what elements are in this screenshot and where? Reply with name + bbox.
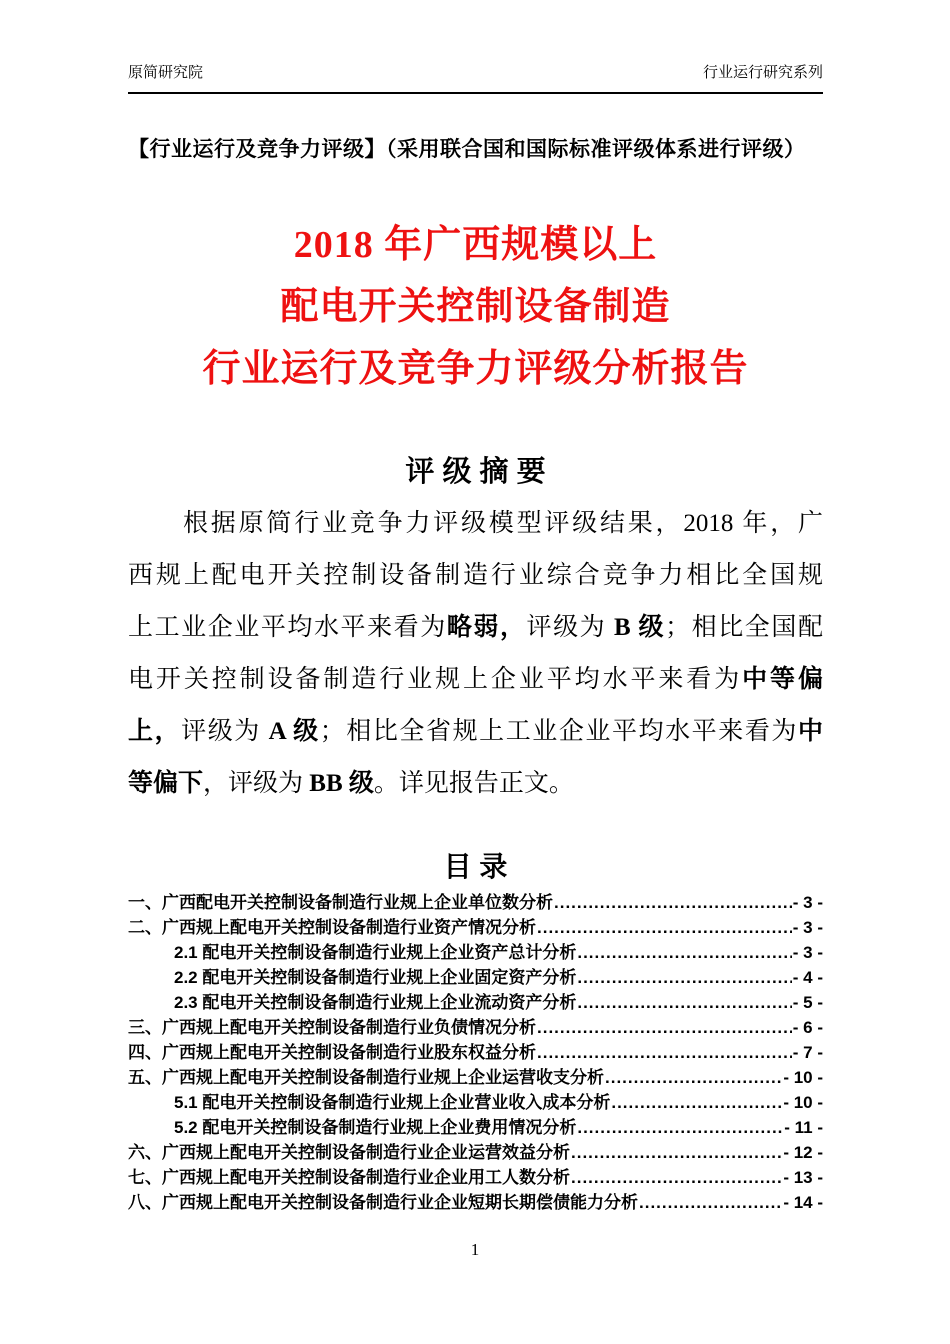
summary-text: 西规上配电开关控制设备制造行业综合竞争力相比全国规 [128, 562, 823, 589]
toc-entry-page-number: - 3 - [792, 918, 823, 937]
toc-dot-leader [577, 1115, 783, 1140]
toc-dot-leader [577, 965, 791, 990]
toc-entry [128, 1090, 823, 1115]
toc-dot-leader [571, 1140, 782, 1165]
toc-entry [128, 1115, 823, 1140]
summary-bold-text: 上， [128, 718, 182, 745]
toc-entry-page-number: - 13 - [783, 1168, 823, 1187]
summary-line-6 [128, 758, 823, 810]
toc-dot-leader [554, 890, 792, 915]
summary-text: 电开关控制设备制造行业规上企业平均水平来看为 [128, 666, 743, 693]
toc-entry-label: 三、广西规上配电开关控制设备制造行业负债情况分析 [128, 1018, 536, 1037]
summary-heading: 评 级 摘 要 [405, 456, 546, 488]
summary-bold-text: 中 [797, 718, 823, 745]
toc-entry-page-number: - 3 - [792, 893, 823, 912]
toc-entry-label: 六、广西规上配电开关控制设备制造行业企业运营效益分析 [128, 1143, 570, 1162]
toc-entry-label: 七、广西规上配电开关控制设备制造行业企业用工人数分析 [128, 1168, 570, 1187]
summary-bold-text: B 级 [614, 614, 666, 641]
toc-entry [128, 1190, 823, 1215]
summary-text: 评级为 [181, 718, 269, 745]
toc-entry-page-number: - 10 - [783, 1093, 823, 1112]
summary-bold-text: BB 级 [309, 770, 374, 797]
summary-line-5 [128, 706, 823, 758]
toc-entry [128, 890, 823, 915]
toc-entry [128, 990, 823, 1015]
summary-line-4 [128, 654, 823, 706]
summary-text: ；相比全国配 [665, 614, 823, 641]
summary-bold-text: 中等偏 [742, 666, 823, 693]
page-header [128, 62, 823, 94]
report-title-line-2: 配电开关控制设备制造 [280, 286, 671, 328]
summary-text: ，评级为 [203, 770, 310, 797]
toc-entry-label: 二、广西规上配电开关控制设备制造行业资产情况分析 [128, 918, 536, 937]
summary-text: 。详见报告正文。 [373, 770, 574, 797]
summary-text: ；相比全省规上工业企业平均水平来看为 [319, 718, 798, 745]
toc-entry-label: 2.2 配电开关控制设备制造行业规上企业固定资产分析 [174, 968, 577, 987]
toc-entry [128, 940, 823, 965]
toc-entry-page-number: - 14 - [783, 1193, 823, 1212]
toc-entry-page-number: - 10 - [783, 1068, 823, 1087]
toc-entry-page-number: - 6 - [792, 1018, 823, 1037]
toc-dot-leader [577, 990, 791, 1015]
toc-entry [128, 965, 823, 990]
toc-entry-label: 5.2 配电开关控制设备制造行业规上企业费用情况分析 [174, 1118, 577, 1137]
toc-dot-leader [571, 1165, 782, 1190]
summary-paragraph [128, 498, 823, 810]
page-number: 1 [470, 1240, 480, 1259]
toc-dot-leader [537, 1040, 792, 1065]
toc-entry [128, 1065, 823, 1090]
summary-bold-text: 略弱， [446, 614, 527, 641]
summary-bold-text: 等偏下 [128, 770, 204, 797]
toc-entry-page-number: - 11 - [784, 1118, 823, 1137]
summary-line-1 [128, 498, 823, 550]
toc-dot-leader [605, 1065, 782, 1090]
report-title [128, 214, 823, 400]
toc-dot-leader [577, 940, 791, 965]
toc-entry-page-number: - 7 - [792, 1043, 823, 1062]
toc-entry-label: 八、广西规上配电开关控制设备制造行业企业短期长期偿债能力分析 [128, 1193, 638, 1212]
toc-entry-label: 一、广西配电开关控制设备制造行业规上企业单位数分析 [128, 893, 553, 912]
toc-list [128, 890, 823, 1215]
rating-tagline: 【行业运行及竞争力评级】（采用联合国和国际标准评级体系进行评级） [128, 138, 806, 161]
toc-entry-label: 五、广西规上配电开关控制设备制造行业规上企业运营收支分析 [128, 1068, 604, 1087]
summary-text: 上工业企业平均水平来看为 [128, 614, 447, 641]
toc-dot-leader [611, 1090, 782, 1115]
header-right-text: 行业运行研究系列 [702, 64, 823, 81]
toc-entry [128, 1165, 823, 1190]
summary-text: 评级为 [526, 614, 615, 641]
toc-entry [128, 1040, 823, 1065]
toc-heading: 目 录 [443, 851, 508, 882]
toc-entry [128, 1015, 823, 1040]
toc-entry-page-number: - 4 - [792, 968, 823, 987]
toc-entry-label: 5.1 配电开关控制设备制造行业规上企业营业收入成本分析 [174, 1093, 611, 1112]
toc-entry-page-number: - 12 - [783, 1143, 823, 1162]
header-left-text: 原简研究院 [128, 64, 204, 81]
toc-dot-leader [537, 915, 792, 940]
summary-line-3 [128, 602, 823, 654]
report-title-line-1: 2018 年广西规模以上 [293, 224, 658, 266]
toc-dot-leader [537, 1015, 792, 1040]
report-title-line-3: 行业运行及竞争力评级分析报告 [202, 348, 749, 390]
summary-line-2 [128, 550, 823, 602]
toc-entry-label: 2.3 配电开关控制设备制造行业规上企业流动资产分析 [174, 993, 577, 1012]
toc-entry-label: 2.1 配电开关控制设备制造行业规上企业资产总计分析 [174, 943, 577, 962]
toc-entry-page-number: - 3 - [792, 943, 823, 962]
toc-entry [128, 1140, 823, 1165]
toc-entry-page-number: - 5 - [792, 993, 823, 1012]
summary-text: 根据原简行业竞争力评级模型评级结果，2018 年，广 [183, 510, 823, 537]
toc-dot-leader [639, 1190, 782, 1215]
toc-entry [128, 915, 823, 940]
summary-bold-text: A 级 [268, 718, 320, 745]
toc-entry-label: 四、广西规上配电开关控制设备制造行业股东权益分析 [128, 1043, 536, 1062]
